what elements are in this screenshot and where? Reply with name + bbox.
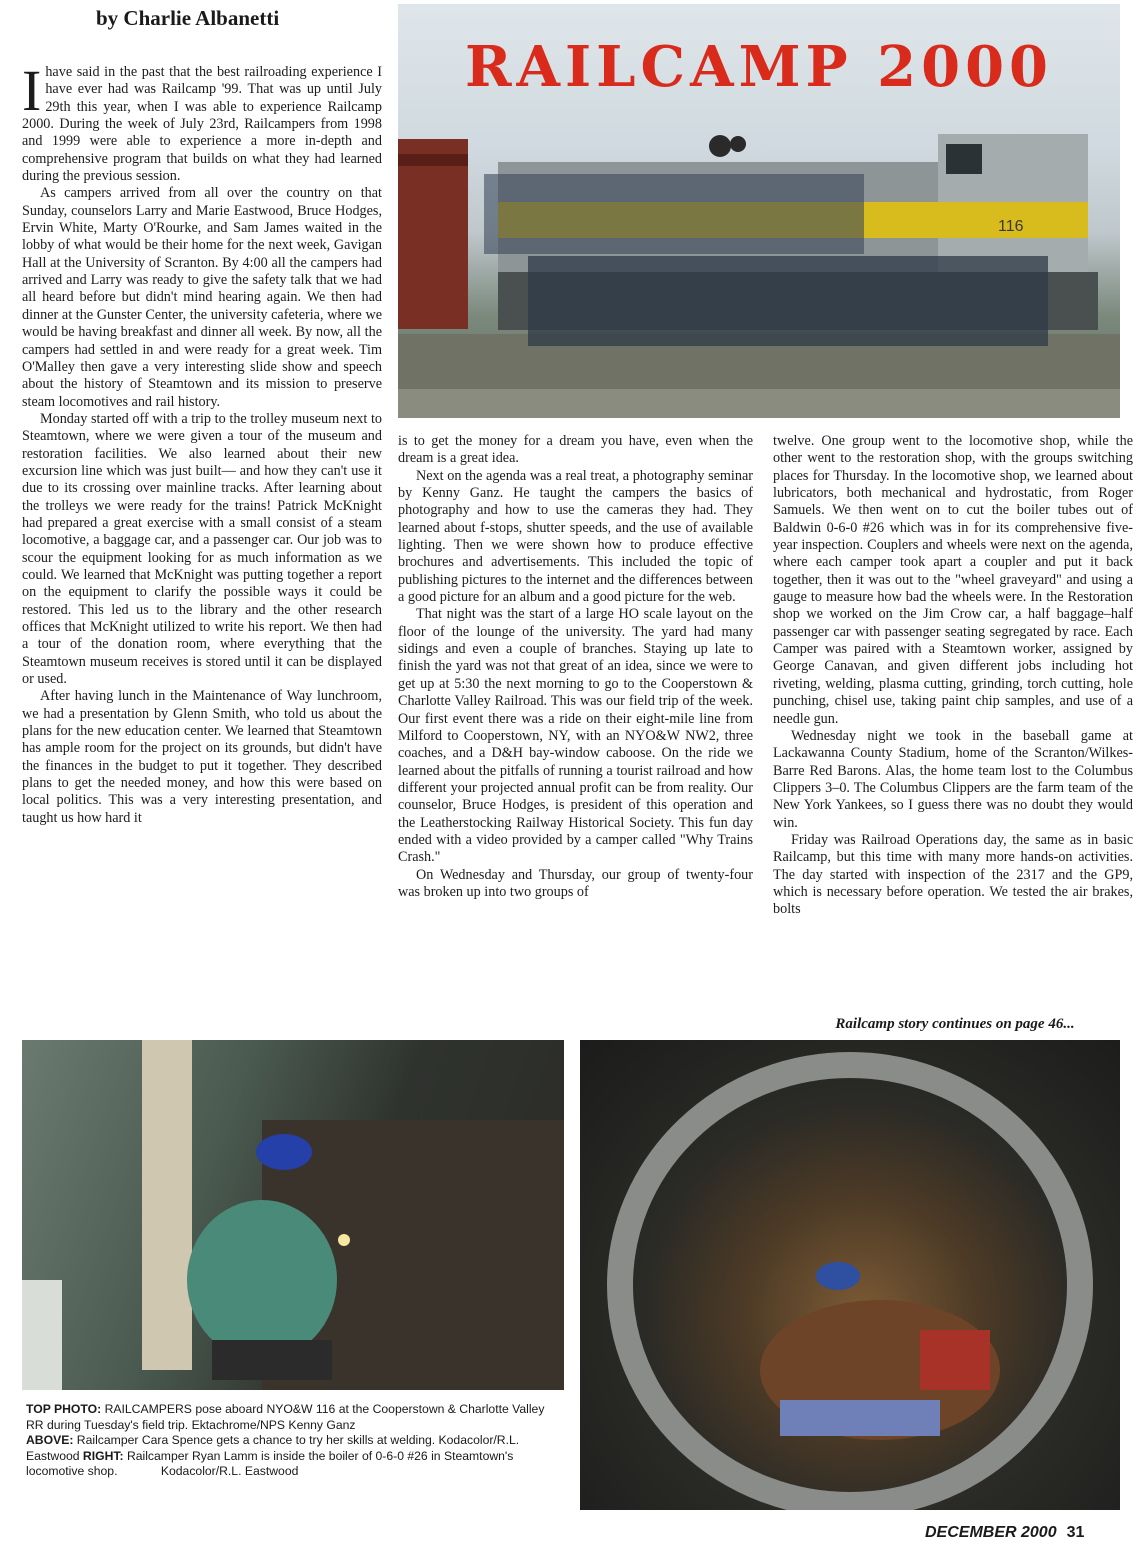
byline: by Charlie Albanetti <box>96 6 280 30</box>
welding-photo <box>22 1040 564 1390</box>
photo-caption <box>26 1402 561 1480</box>
caption-right-label: RIGHT: <box>82 1448 124 1463</box>
caption-right-credit: Kodacolor/R.L. Eastwood <box>160 1464 299 1479</box>
page-footer <box>925 1524 1084 1542</box>
paragraph: twelve. One group went to the locomotive shop, while the other went to the restoration shop, with the groups switching places for Thursday. In the locomotive shop, we learned about lubricators, both mechanical and hydrostatic, from Roger Samuels. We then went on to cut the boiler tubes out of Baldwin 0-6-0 #26 which was in for its comprehensive five-year inspection. Couplers and wheels were next on the agenda, where each camper took apart a coupler and put it back together, then it was out to the "wheel graveyard" and using a gauge to measure how bad the wheels were. In the Restoration shop we worked on the Jim Crow car, a half baggage–half passenger car with passenger seating segregated by race. Each Camper was paired with a Steamtown worker, assigned by George Canavan, and given different jobs including hot riveting, welding, plasma cutting, grinding, torch cutting, hole punching, chisel use, taking paint chip samples, and use of a needle gun. <box>773 433 1133 727</box>
boiler-photo <box>580 1040 1120 1510</box>
paragraph: is to get the money for a dream you have, even when the dream is a great idea. <box>398 433 753 467</box>
paragraph: After having lunch in the Maintenance of Way lunchroom, we had a presentation by Glenn Smith, who told us about the plans for the new education center. We learned that Steamtown has ample room for the project on its grounds, but didn't have the finances in the budget to put it together. They described plans to get the needed money, and how this were based on local politics. This was a very interesting presentation, and taught us how hard it <box>22 688 382 826</box>
paragraph: As campers arrived from all over the country on that Sunday, counselors Larry and Marie Eastwood, Bruce Hodges, Ervin White, Marty O'Rourke, and Sam James waited in the lobby of what would be their home for the next week, Gavigan Hall at the University of Scranton. By 4:00 all the campers had arrived and Larry was ready to give the safety talk that we had all heard before but didn't mind hearing again. We then had dinner at the Gunster Center, the university cafeteria, where we would be having breakfast and dinner all week. By now, all the campers had settled in and were ready for a great week. Tim O'Malley then gave a very interesting slide show and speech about the history of Steamtown and its mission to preserve steam locomotives and rail history. <box>22 185 382 410</box>
caption-top-text: RAILCAMPERS pose aboard NYO&W 116 at the Cooperstown & Charlotte Valley RR during Tuesday's field trip. Ektachrome/NPS Kenny Ganz <box>26 1402 545 1432</box>
campers-lower-row <box>528 256 1048 346</box>
welder-cap <box>256 1134 312 1170</box>
paragraph: Friday was Railroad Operations day, the same as in basic Railcamp, but this time with many more hands-on activities. The day started with inspection of the 2317 and the GP9, which is necessary before operation. We tested the air brakes, bolts <box>773 831 1133 918</box>
article-column-2 <box>398 433 753 901</box>
paragraph: Wednesday night we took in the baseball game at Lackawanna County Stadium, home of the Scranton/Wilkes-Barre Red Barons. Alas, the home team lost to the Columbus Clippers 3–0. The Columbus Clippers are the farm team of the New York Yankees, so I guess there was no doubt they would win. <box>773 727 1133 831</box>
locomotive-number: 116 <box>998 218 1024 235</box>
top-photo <box>398 4 1120 418</box>
headline: RAILCAMP 2000 <box>464 34 1054 100</box>
welder-jacket <box>187 1200 337 1360</box>
paragraph: That night was the start of a large HO scale layout on the floor of the lounge of the university. The yard had many sidings and even a couple of branches. Staying up late to finish the yard was not that great of an idea, since we were to get up at 5:30 the next morning to go to the Cooperstown & Charlotte Valley Railroad. This was our field trip of the week. Our first event there was a ride on their eight-mile line from Milford to Cooperstown, NY, with an NYO&W NW2, three coaches, and a D&H bay-window caboose. On the ride we learned about the pitfalls of running a tourist railroad and how different your projected annual profit can be from reality. Our counselor, Bruce Hodges, is president of this operation and the Leatherstocking Railway Historical Society. This fun day ended with a video provided by a camper called "Why Trains Crash." <box>398 606 753 866</box>
drop-cap: I <box>22 58 42 123</box>
article-column-3 <box>773 433 1133 919</box>
caption-above-label: ABOVE: <box>26 1433 74 1448</box>
campers-upper-row <box>484 174 864 254</box>
paragraph: Monday started off with a trip to the trolley museum next to Steamtown, where we were given a tour of the museum and restoration facilities. We also learned about their new excursion line which was just built— and how they can't use it due to its crossing over mainline tracks. After learning about the trolleys we were ready for the trains! Patrick McKnight had prepared a great exercise with a small consist of a steam locomotive, a baggage car, and a passenger car. Our job was to scour the equipment looking for as much information as we could. We learned that McKnight was putting together a report on the equipment to clarify the possible ways it could be restored. This led us to the library and the other research offices that McKnight utilized to write his report. We then had a tour of the donation room, where everything that the Steamtown museum receives is stored until it can be displayed or used. <box>22 410 382 688</box>
caption-above-text: Railcamper Cara Spence gets a chance to try her skills at welding. Kodacolor/R.L. Eastwood <box>26 1433 520 1463</box>
caption-right-text: Railcamper Ryan Lamm is inside the boiler of 0-6-0 #26 in Steamtown's locomotive shop. <box>26 1448 514 1479</box>
paragraph: Next on the agenda was a real treat, a photography seminar by Kenny Ganz. He taught the campers the basics of photography and how to use the cameras they had. They learned about f-stops, shutter speeds, and the use of available lighting. Then we were shown how to produce effective brochures and advertisements. This included the topic of publishing pictures to the internet and the differences between a good picture for an album and a good picture for the web. <box>398 467 753 606</box>
paragraph: On Wednesday and Thursday, our group of twenty-four was broken up into two groups of <box>398 866 753 900</box>
continued-note: Railcamp story continues on page 46... <box>835 1016 1075 1032</box>
page-number: 31 <box>1066 1524 1085 1541</box>
article-column-1 <box>22 58 382 827</box>
paragraph: Ihave said in the past that the best railroading experience I have ever had was Railcamp '99. That was up until July 29th this year, when I was able to experience Railcamp 2000. During the week of July 23rd, Railcampers from 1998 and 1999 were able to experience a more in-depth and comprehensive program that builds on what they had learned during the previous session. <box>22 58 382 185</box>
caption-top-label: TOP PHOTO: <box>26 1402 102 1416</box>
issue-date: DECEMBER 2000 <box>925 1524 1057 1541</box>
